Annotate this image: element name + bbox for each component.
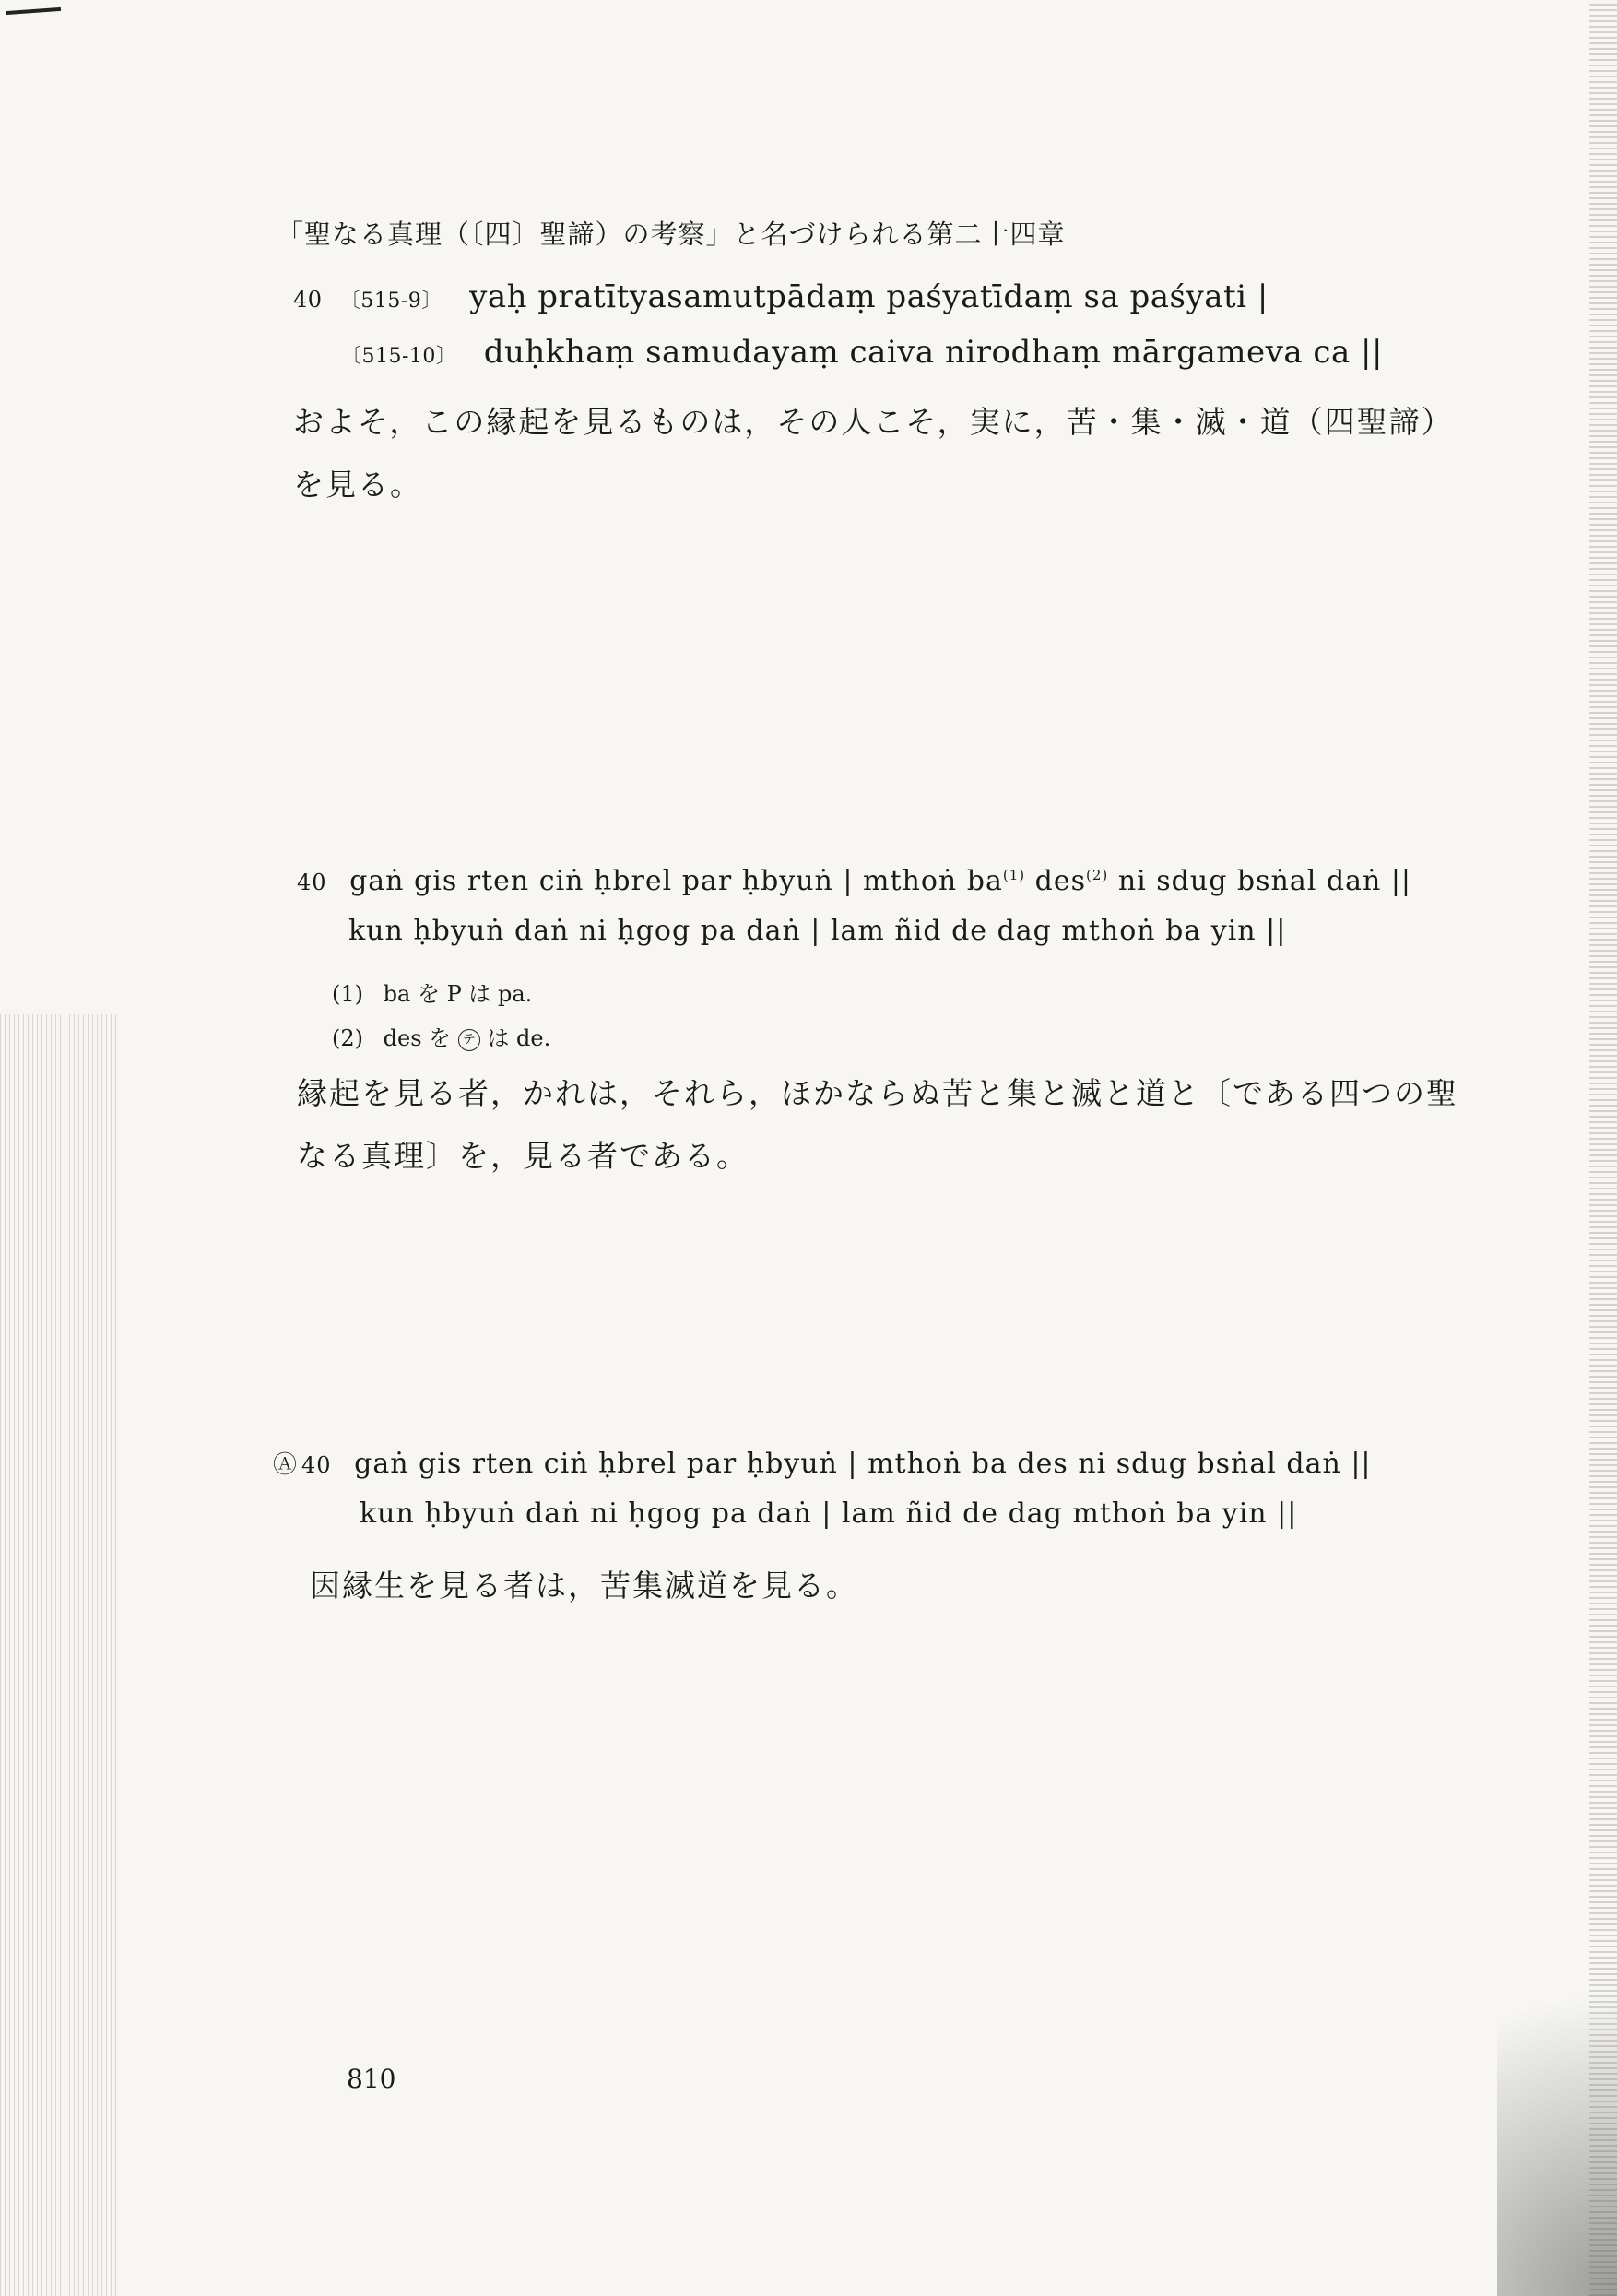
sanskrit-translation-line-1: およそ，この縁起を見るものは，その人こそ，実に，苦・集・滅・道（四聖諦）	[293, 404, 1454, 440]
tibetan-text: des	[1025, 865, 1087, 897]
verse-reference: 〔515-10〕	[341, 345, 457, 368]
akutobhaya-translation: 因縁生を見る者は，苦集滅道を見る。	[310, 1568, 858, 1604]
sanskrit-text: duḥkhaṃ samudayaṃ caiva nirodhaṃ mārgameva ca ||	[483, 334, 1383, 371]
scan-corner-shadow	[1497, 1881, 1617, 2296]
akutobhaya-marker: Ⓐ	[273, 1451, 299, 1479]
sanskrit-line-2	[341, 334, 1383, 371]
tibetan-line-1	[297, 865, 1411, 897]
footnote-mark: (2)	[1086, 867, 1109, 883]
scan-artifact-mark	[6, 7, 61, 15]
chapter-header: 「聖なる真理（〔四〕聖諦）の考察」と名づけられる第二十四章	[277, 219, 1066, 250]
verse-number: 40	[293, 287, 323, 313]
footnote-2	[332, 1020, 550, 1052]
akutobhaya-line-2: kun ḥbyuṅ daṅ ni ḥgog pa daṅ | lam ñid de dag mthoṅ ba yin ||	[360, 1497, 1298, 1530]
footnote-mark: (1)	[1002, 867, 1026, 883]
verse-reference: 〔515-9〕	[339, 290, 443, 313]
sanskrit-translation-line-2: を見る。	[293, 467, 422, 503]
footnote-1	[332, 976, 532, 1008]
akutobhaya-line-1	[273, 1446, 1372, 1480]
scan-edge-left	[0, 1014, 120, 2296]
page-number: 810	[347, 2064, 396, 2094]
footnote-text: ba を P は pa.	[383, 981, 533, 1007]
sanskrit-line-1	[293, 278, 1269, 315]
tibetan-translation-line-2: なる真理〕を，見る者である。	[297, 1138, 749, 1174]
footnote-number: (2)	[332, 1025, 363, 1051]
footnote-text: des を	[383, 1025, 458, 1051]
tibetan-line-2: kun ḥbyuṅ daṅ ni ḥgog pa daṅ | lam ñid de dag mthoṅ ba yin ||	[348, 915, 1287, 947]
footnote-text: は de.	[479, 1025, 551, 1051]
tibetan-text: gaṅ gis rten ciṅ ḥbrel par ḥbyuṅ | mthoṅ ba des ni sdug bsṅal daṅ ||	[354, 1448, 1372, 1480]
circled-siglum: テ	[458, 1029, 480, 1051]
tibetan-text: gaṅ gis rten ciṅ ḥbrel par ḥbyuṅ | mthoṅ ba	[349, 865, 1003, 897]
sanskrit-text: yaḥ pratītyasamutpādaṃ paśyatīdaṃ sa paśyati |	[469, 278, 1269, 315]
tibetan-translation-line-1: 縁起を見る者，かれは，それら，ほかならぬ苦と集と滅と道と〔である四つの聖	[297, 1075, 1458, 1111]
verse-number: 40	[301, 1452, 332, 1478]
footnote-number: (1)	[332, 981, 363, 1007]
tibetan-text: ni sdug bsṅal daṅ ||	[1108, 865, 1412, 897]
verse-number: 40	[297, 870, 327, 895]
